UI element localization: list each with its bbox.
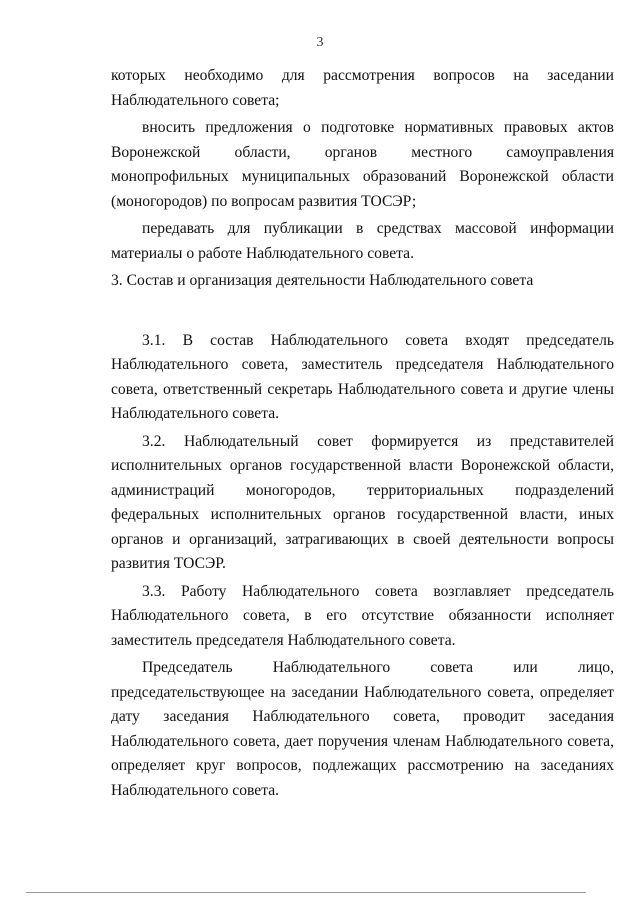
section-heading: 3. Состав и организация деятельности Наблюдательного совета (111, 272, 534, 289)
page-number: 3 (316, 35, 324, 50)
paragraph-3-1: 3.1. В состав Наблюдательного совета входят председатель Наблюдательного совета, заместитель председателя Наблюдательного совета, ответственный секретарь Наблюдательного совета и другие члены Наблюдательного совета. (111, 331, 614, 422)
paragraph-proposals: вносить предложения о подготовке нормативных правовых актов Воронежской области, органов местного самоуправления монопрофильных муниципальных образований Воронежской области (моногородов) по вопросам развития ТОСЭР; (111, 119, 614, 210)
bottom-divider (26, 892, 586, 893)
paragraph-chairman-duties: Председатель Наблюдательного совета или лицо, председательствующее на заседании Наблюдательного совета, определяет дату заседания Наблюдательного совета, проводит заседания Наблюдательного совета, дает поручения членам Наблюдательного совета, определяет круг вопросов, подлежащих рассмотрению на заседаниях Наблюдательного совета. (111, 659, 614, 799)
paragraph-3-3: 3.3. Работу Наблюдательного совета возглавляет председатель Наблюдательного совета, в его отсутствие обязанности исполняет заместитель председателя Наблюдательного совета. (111, 582, 614, 649)
paragraph-3-2: 3.2. Наблюдательный совет формируется из представителей исполнительных органов государственной власти Воронежской области, администраций моногородов, территориальных подразделений федеральных исполнительных органов государственной власти, иных органов и организаций, затрагивающих в своей деятельности вопросы развития ТОСЭР. (111, 432, 614, 572)
document-body (111, 64, 614, 803)
paragraph-publication: передавать для публикации в средствах массовой информации материалы о работе Наблюдательного совета. (111, 220, 614, 262)
paragraph-continuation: которых необходимо для рассмотрения вопросов на заседании Наблюдательного совета; (111, 67, 614, 109)
